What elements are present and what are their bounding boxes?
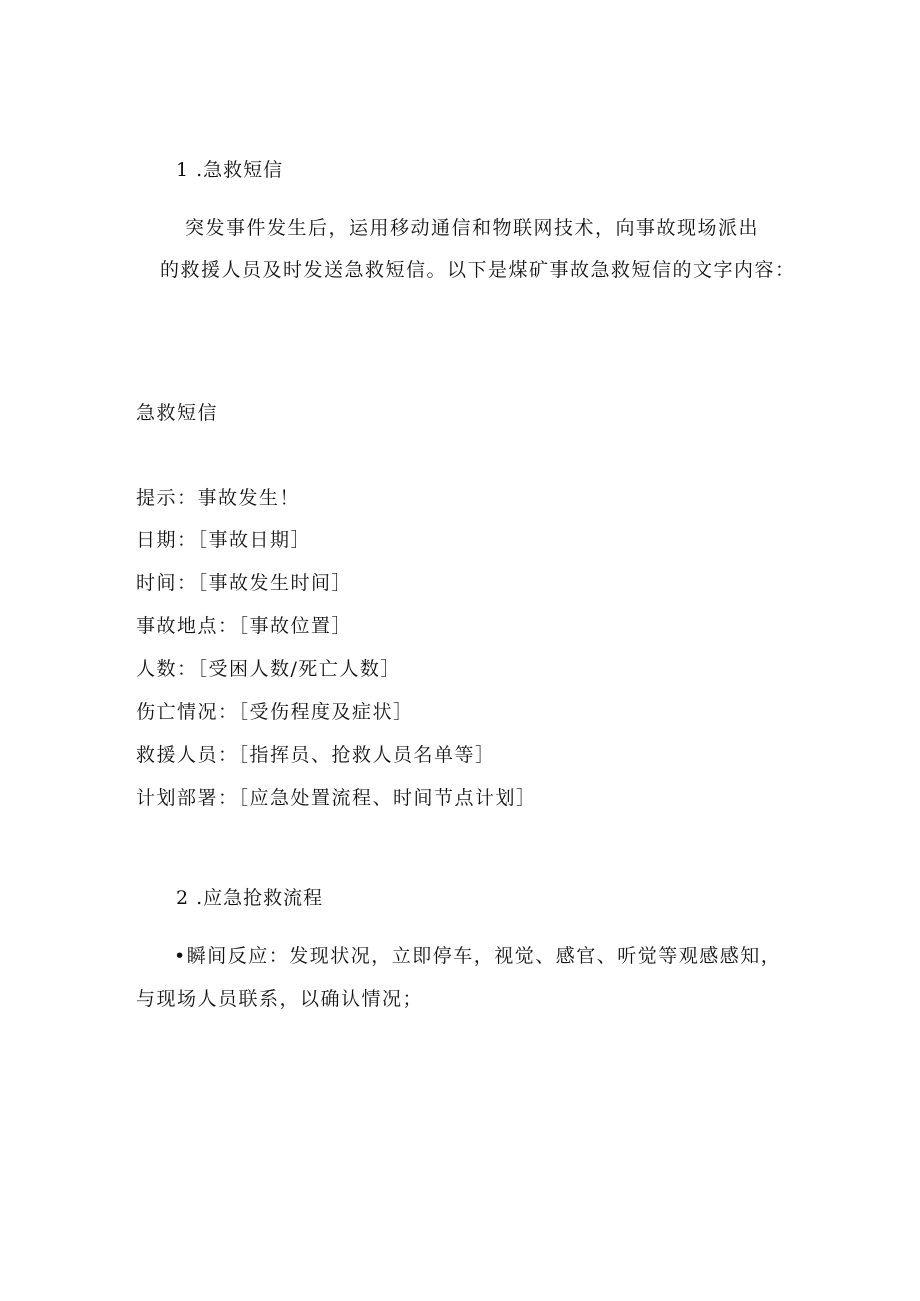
section-2-bullet-line-2: 与现场人员联系，以确认情况； — [136, 988, 424, 1010]
section-1-heading: 1 .急救短信 — [176, 159, 284, 181]
section-1-paragraph-line-2: 的救援人员及时发送急救短信。以下是煤矿事故急救短信的文字内容： — [160, 259, 796, 281]
section-1-paragraph-line-1: 突发事件发生后，运用移动通信和物联网技术，向事故现场派出 — [185, 217, 760, 239]
sms-line-location: 事故地点：［事故位置］ — [136, 615, 353, 637]
sms-title: 急救短信 — [136, 402, 219, 424]
sms-line-time: 时间：［事故发生时间］ — [136, 572, 353, 594]
sms-line-plan: 计划部署：［应急处置流程、时间节点计划］ — [136, 787, 537, 809]
sms-line-date: 日期：［事故日期］ — [136, 529, 312, 551]
section-2-bullet-line-1: •瞬间反应：发现状况，立即停车，视觉、感官、听觉等观感感知， — [174, 945, 782, 967]
section-2-heading: 2 .应急抢救流程 — [176, 887, 324, 909]
sms-line-rescuers: 救援人员：［指挥员、抢救人员名单等］ — [136, 744, 496, 766]
sms-line-count: 人数：［受困人数/死亡人数］ — [136, 658, 401, 680]
sms-line-casualties: 伤亡情况：［受伤程度及症状］ — [136, 701, 414, 723]
sms-line-prompt: 提示：事故发生！ — [136, 487, 301, 509]
